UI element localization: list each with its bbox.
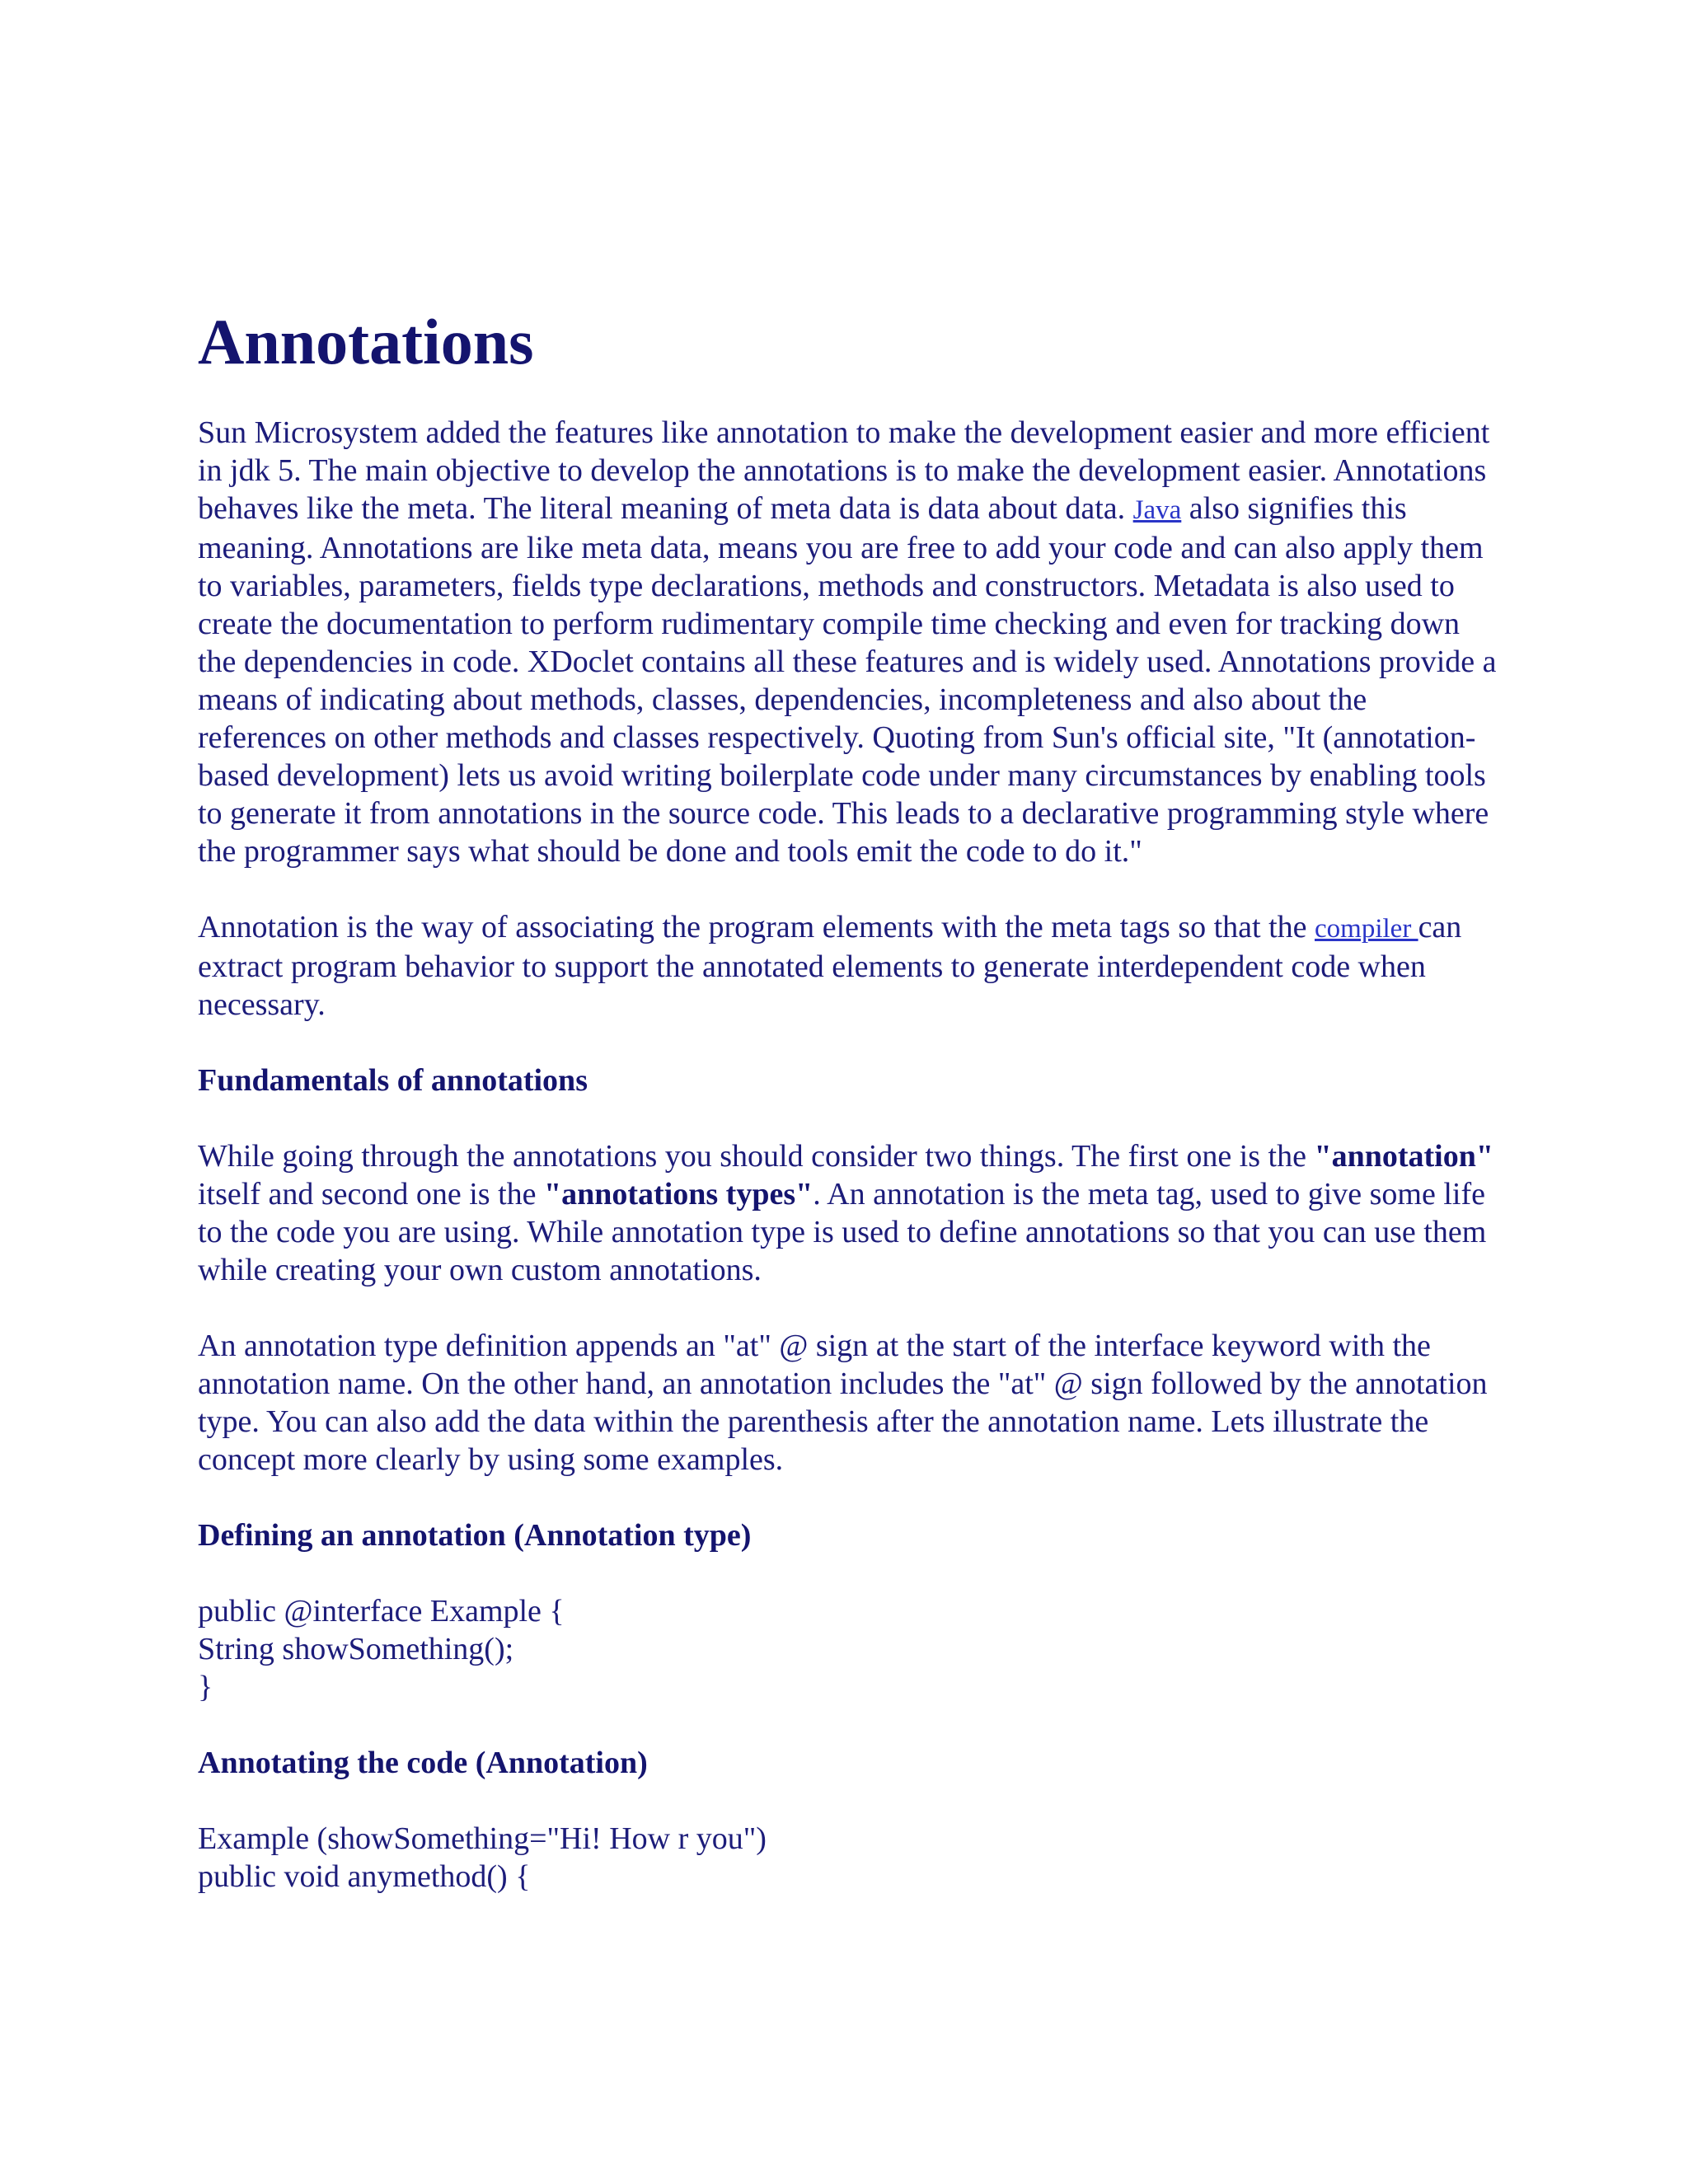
compiler-link[interactable]: compiler	[1315, 913, 1418, 944]
fundamentals-paragraph	[198, 1137, 1500, 1289]
code-line: String showSomething();	[198, 1631, 514, 1666]
fundamentals-text-3: . An annotation is the meta tag, used to give some life to the code you are using. While annotation type is used to define annotations so that you can use them while creating your own custom annotations.	[198, 1176, 1487, 1287]
code-line: Example (showSomething="Hi! How r you")	[198, 1821, 767, 1856]
page-title: Annotations	[198, 306, 534, 377]
fundamentals-heading: Fundamentals of annotations	[198, 1062, 588, 1098]
annotating-heading: Annotating the code (Annotation)	[198, 1745, 648, 1780]
annotation-term: "annotation"	[1314, 1138, 1493, 1174]
code-line: public void anymethod() {	[198, 1858, 531, 1894]
association-text-2: can extract program behavior to support the annotated elements to generate interdependent code when necessary.	[198, 909, 1462, 1022]
intro-paragraph	[198, 414, 1500, 870]
annotation-types-term: "annotations types"	[544, 1176, 814, 1212]
code-line: }	[198, 1669, 213, 1704]
document-page	[198, 307, 1500, 1933]
defining-heading: Defining an annotation (Annotation type)	[198, 1517, 752, 1553]
code-line: public @interface Example {	[198, 1593, 565, 1629]
definition-paragraph: An annotation type definition appends an "at" @ sign at the start of the interface keyword with the annotation name. On the other hand, an annotation includes the "at" @ sign followed by the annotation type. You can also add the data within the parenthesis after the annotation name. Lets illustrate the concept more clearly by using some examples.	[198, 1328, 1488, 1477]
intro-text-2: also signifies this meaning. Annotations are like meta data, means you are free to add your code and can also apply them to variables, parameters, fields type declarations, methods and constructors. Metadata is also used to create the documentation to perform rudimentary compile time checking and even for tracking down the dependencies in code. XDoclet contains all these features and is widely used. Annotations provide a means of indicating about methods, classes, dependencies, incompleteness and also about the references on other methods and classes respectively. Quoting from Sun's official site, "It (annotation-based development) lets us avoid writing boilerplate code under many circumstances by enabling tools to generate it from annotations in the source code. This leads to a declarative programming style where the programmer says what should be done and tools emit the code to do it."	[198, 490, 1497, 869]
annotation-usage-code	[198, 1820, 1500, 1896]
fundamentals-text-1: While going through the annotations you should consider two things. The first one is the	[198, 1138, 1315, 1174]
association-paragraph	[198, 908, 1500, 1024]
intro-text-1: Sun Microsystem added the features like annotation to make the development easier and more efficient in jdk 5. The main objective to develop the annotations is to make the development easier. Annotations behaves like the meta. The literal meaning of meta data is data about data.	[198, 415, 1490, 526]
association-text-1: Annotation is the way of associating the program elements with the meta tags so that the	[198, 909, 1315, 944]
java-link[interactable]: Java	[1132, 494, 1182, 525]
annotation-type-code	[198, 1592, 1500, 1706]
fundamentals-text-2: itself and second one is the	[198, 1176, 545, 1212]
